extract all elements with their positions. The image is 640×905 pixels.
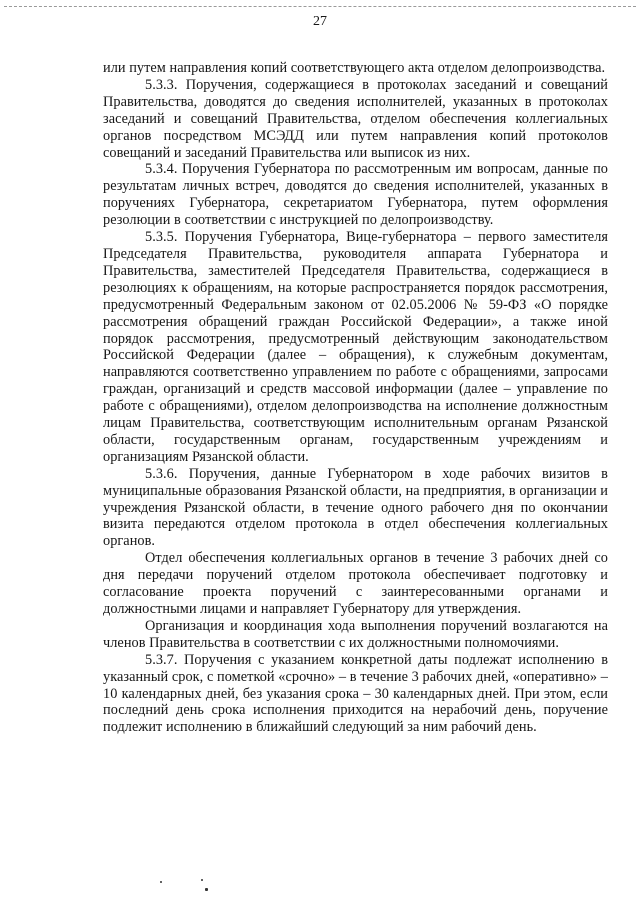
paragraph-5-3-3: 5.3.3. Поручения, содержащиеся в протоколах заседаний и совещаний Правительства, доводятся до сведения исполнителей, указанных в протоколах заседаний и совещаний Правительства, отделом обеспечения коллегиальных органов посредством МСЭДД или путем направления копий протоколов совещаний и заседаний Правительства или выписок из них. bbox=[103, 76, 608, 161]
paragraph-5-3-4: 5.3.4. Поручения Губернатора по рассмотренным им вопросам, данные по результатам личных встреч, доводятся до сведения исполнителей, указанных в поручениях Губернатора, секретариатом Губернатора, путем оформления резолюции в соответствии с инструкцией по делопроизводству. bbox=[103, 161, 608, 229]
scan-speck bbox=[205, 888, 208, 891]
paragraph-coordination-department: Отдел обеспечения коллегиальных органов в течение 3 рабочих дней со дня передачи поручений отделом протокола обеспечивает подготовку и согласование проекта поручений с заинтересованными органами и должностными лицами и направляет Губернатору для утверждения. bbox=[103, 550, 608, 617]
page-number: 27 bbox=[313, 14, 327, 29]
paragraph-organization: Организация и координация хода выполнения поручений возлагаются на членов Правительства в соответствии с их должностными полномочиями. bbox=[103, 617, 608, 651]
paragraph-5-3-7: 5.3.7. Поручения с указанием конкретной даты подлежат исполнению в указанный срок, с пометкой «срочно» – в течение 3 рабочих дней, «оперативно» – 10 календарных дней, без указания срока – 30 календарных дней. При этом, если последний день срока исполнения приходится на нерабочий день, поручение подлежит исполнению в ближайший следующий за ним рабочий день. bbox=[103, 651, 608, 736]
scan-speck bbox=[201, 879, 203, 881]
paragraph-5-3-6: 5.3.6. Поручения, данные Губернатором в ходе рабочих визитов в муниципальные образования Рязанской области, на предприятия, в организации и учреждения Рязанской области, в течение одного рабочего дня по окончании визита передаются отделом протокола в отдел обеспечения коллегиальных органов. bbox=[103, 465, 608, 550]
scan-top-edge bbox=[4, 6, 636, 7]
paragraph-5-3-5: 5.3.5. Поручения Губернатора, Вице-губернатора – первого заместителя Председателя Правительства, руководителя аппарата Губернатора и Правительства, заместителей Председателя Правительства, содержащиеся в резолюциях к обращениям, на которые распространяется порядок рассмотрения, предусмотренный Федеральным законом от 02.05.2006 № 59-ФЗ «О порядке рассмотрения обращений граждан Российской Федерации», а также иной порядок рассмотрения, предусмотренный действующим законодательством Российской Федерации (далее – обращения), к служебным документам, направляются соответственно управлением по работе с обращениями, запросами граждан, организаций и средств массовой информации (далее – управление по работе с обращениями), отделом делопроизводства на исполнение должностным лицам Правительства, соответствующим исполнительным органам Рязанской области, государственным органам, государственным учреждениям и организациям Рязанской области. bbox=[103, 229, 608, 465]
scan-speck bbox=[160, 881, 162, 883]
document-body bbox=[103, 60, 608, 736]
paragraph-continuation: или путем направления копий соответствующего акта отделом делопроизводства. bbox=[103, 60, 606, 76]
